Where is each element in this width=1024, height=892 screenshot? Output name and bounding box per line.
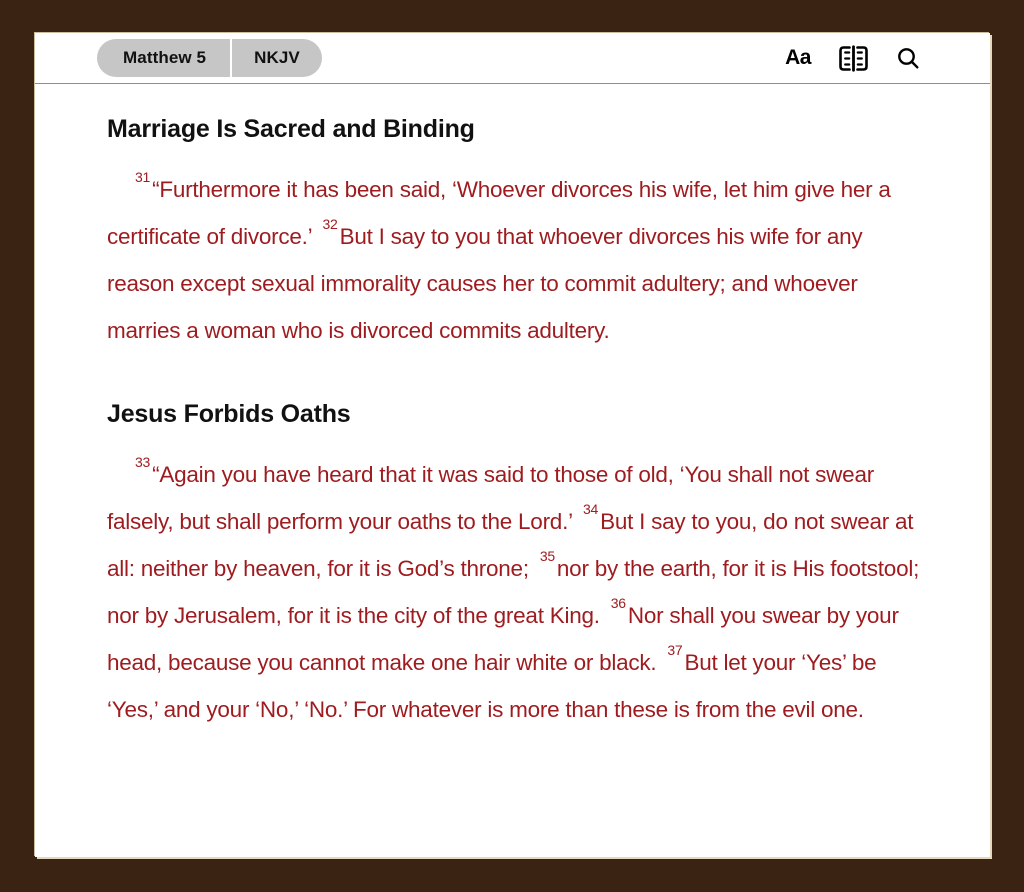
verse-number: 37 <box>667 642 683 659</box>
reader-page <box>35 33 990 857</box>
verse-number: 36 <box>610 595 626 612</box>
font-settings-button[interactable] <box>785 46 811 70</box>
verse-paragraph <box>107 166 924 354</box>
search-button[interactable] <box>896 46 920 70</box>
verse-text: Nor shall you swear by your head, because you cannot make one hair white or black. <box>107 603 899 675</box>
verse-number: 32 <box>322 216 338 233</box>
translation-button[interactable]: NKJV <box>232 39 322 77</box>
verse-text: nor by the earth, for it is His footstool; nor by Jerusalem, for it is the city of the great King. <box>107 556 920 628</box>
search-icon <box>896 46 920 70</box>
reference-translation-control <box>97 39 322 77</box>
book-icon <box>837 45 870 72</box>
section-heading: Jesus Forbids Oaths <box>107 400 351 428</box>
reference-button[interactable]: Matthew 5 <box>97 39 230 77</box>
section-oaths <box>107 400 924 733</box>
verse-text: But let your ‘Yes’ be ‘Yes,’ and your ‘No,’ ‘No.’ For whatever is more than these is from the evil one. <box>107 650 877 722</box>
verse-number: 35 <box>539 548 555 565</box>
verse-text: “Again you have heard that it was said to those of old, ‘You shall not swear falsely, but shall perform your oaths to the Lord.’ <box>107 462 874 534</box>
verse-paragraph <box>107 451 924 733</box>
verse-number: 33 <box>135 454 151 471</box>
verse-number: 34 <box>583 501 599 518</box>
toolbar-icons <box>785 45 920 72</box>
reader-toolbar <box>35 33 990 84</box>
verse-text: “Furthermore it has been said, ‘Whoever divorces his wife, let him give her a certificate of divorce.’ <box>107 177 891 249</box>
parallel-reading-button[interactable] <box>837 45 870 72</box>
verse-number: 31 <box>135 169 151 186</box>
section-marriage <box>107 115 924 354</box>
font-settings-icon: Aa <box>785 46 811 69</box>
section-heading: Marriage Is Sacred and Binding <box>107 115 475 143</box>
scripture-content <box>35 84 990 857</box>
verse-text: But I say to you, do not swear at all: neither by heaven, for it is God’s throne; <box>107 509 914 581</box>
verse-text: But I say to you that whoever divorces his wife for any reason except sexual immorality causes her to commit adultery; and whoever marries a woman who is divorced commits adultery. <box>107 224 863 343</box>
